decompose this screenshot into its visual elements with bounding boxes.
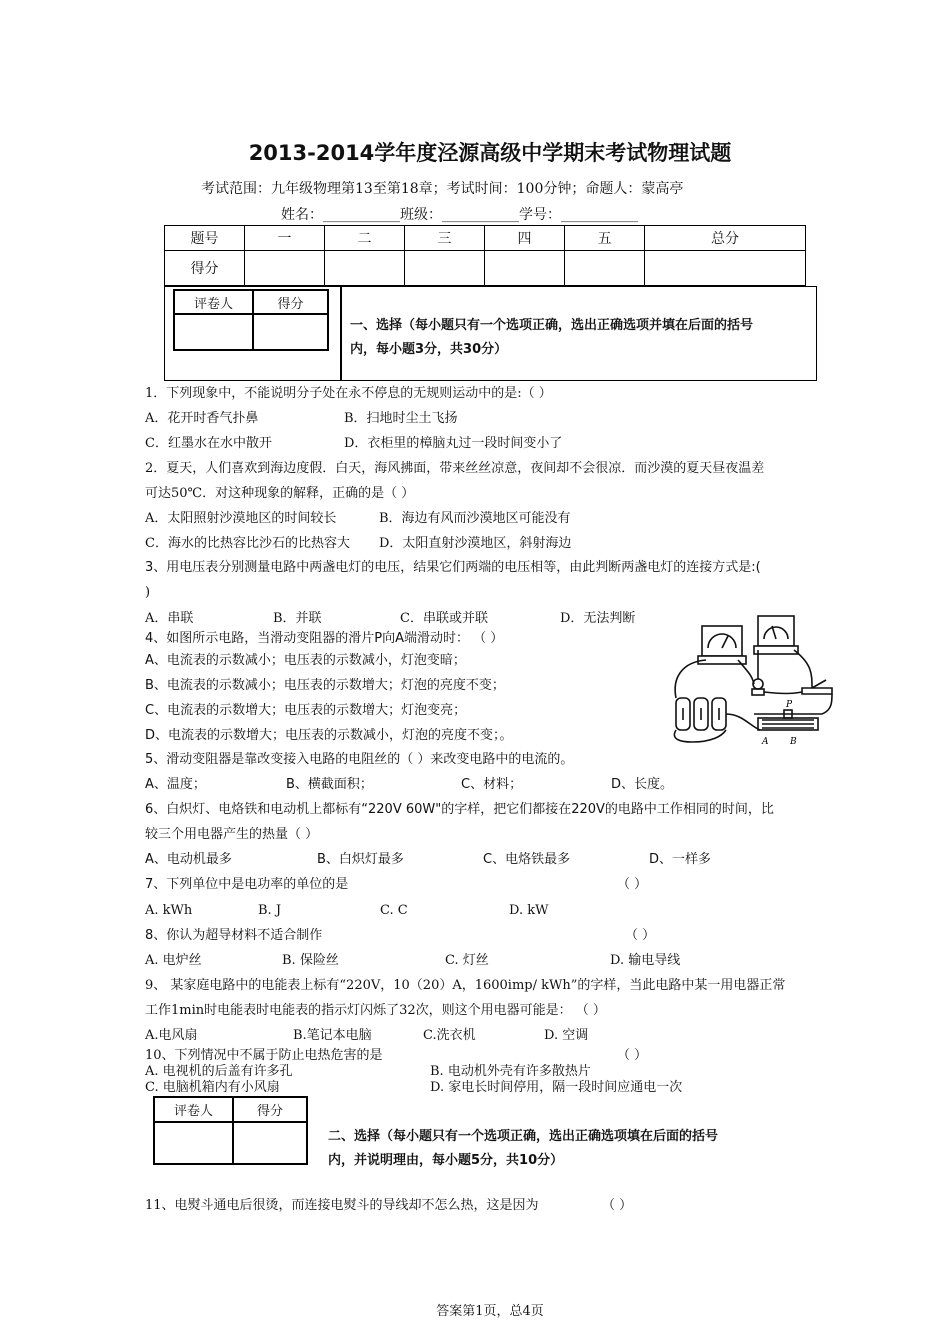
figure-label-p: P	[786, 700, 793, 710]
score-cell[interactable]	[405, 251, 485, 286]
score-table	[164, 225, 806, 286]
score-cell[interactable]	[485, 251, 565, 286]
question-6-line2: 较三个用电器产生的热量（ ）	[145, 827, 319, 842]
q6-option-b: B、白炽灯最多	[317, 852, 404, 867]
question-2-line2: 可达50℃．对这种现象的解释，正确的是（ ）	[145, 486, 415, 501]
q9-option-d: D. 空调	[544, 1028, 589, 1043]
score-header-cell: 四	[485, 226, 565, 251]
score-header-cell: 五	[565, 226, 645, 251]
section1-divider	[340, 286, 342, 381]
q7-option-a: A. kWh	[145, 903, 193, 918]
score-cell[interactable]	[645, 251, 806, 286]
q9-option-c: C.洗衣机	[423, 1028, 476, 1043]
section1-title-line1: 一、选择（每小题只有一个选项正确，选出正确选项并填在后面的括号	[350, 318, 754, 333]
question-1: 1．下列现象中，不能说明分子处在永不停息的无规则运动中的是:（ ）	[145, 386, 552, 401]
q3-option-d: D．无法判断	[560, 611, 636, 626]
grader-reviewer-label: 评卷人	[174, 290, 253, 314]
q4-option-a: A、电流表的示数减小；电压表的示数减小，灯泡变暗；	[145, 653, 466, 668]
q5-option-b: B、横截面积；	[286, 777, 373, 792]
grader-score-cell[interactable]	[253, 314, 328, 350]
q5-option-a: A、温度；	[145, 777, 206, 792]
question-7-paren: （ ）	[617, 877, 648, 892]
q9-option-a: A.电风扇	[145, 1028, 198, 1043]
question-10: 10、下列情况中不属于防止电热危害的是	[145, 1048, 383, 1063]
question-3-line2: )	[145, 585, 151, 600]
q1-option-c: C．红墨水在水中散开	[145, 436, 272, 451]
q8-option-c: C. 灯丝	[445, 953, 489, 968]
q8-option-b: B. 保险丝	[282, 953, 339, 968]
grader-score-label: 得分	[233, 1097, 307, 1122]
question-11: 11、电熨斗通电后很烫，而连接电熨斗的导线却不怎么热，这是因为	[145, 1198, 539, 1213]
question-11-paren: （ ）	[602, 1198, 633, 1213]
q6-option-d: D、一样多	[649, 852, 712, 867]
score-row-label: 得分	[165, 251, 245, 286]
section2-title-line1: 二、选择（每小题只有一个选项正确，选出正确选项填在后面的括号	[328, 1129, 719, 1144]
page-title: 2013-2014学年度泾源高级中学期末考试物理试题	[248, 141, 732, 165]
student-info: 姓名：___________班级：___________学号：___________	[281, 207, 638, 223]
grader-table-2	[153, 1096, 308, 1165]
grader-reviewer-cell[interactable]	[174, 314, 253, 350]
q7-option-d: D. kW	[509, 903, 549, 918]
q9-option-b: B.笔记本电脑	[293, 1028, 372, 1043]
score-cell[interactable]	[325, 251, 405, 286]
q7-option-c: C. C	[380, 903, 408, 918]
q4-option-d: D、电流表的示数增大；电压表的示数减小，灯泡的亮度不变；。	[145, 728, 513, 743]
score-header-cell: 三	[405, 226, 485, 251]
grader-reviewer-cell[interactable]	[154, 1122, 233, 1164]
q10-option-a: A. 电视机的后盖有许多孔	[145, 1064, 293, 1079]
q2-option-a: A．太阳照射沙漠地区的时间较长	[145, 511, 337, 526]
exam-info: 考试范围：九年级物理第13至第18章；考试时间：100分钟；命题人：蒙高亭	[201, 181, 684, 197]
q6-option-a: A、电动机最多	[145, 852, 232, 867]
section1-title-line2: 内，每小题3分，共30分）	[350, 342, 508, 357]
question-5: 5、滑动变阻器是靠改变接入电路的电阻丝的（ ）来改变电路中的电流的。	[145, 752, 574, 767]
q8-option-a: A. 电炉丝	[145, 953, 202, 968]
q1-option-a: A．花开时香气扑鼻	[145, 411, 259, 426]
question-6-line1: 6、白炽灯、电烙铁和电动机上都标有“220V 60W"的字样，把它们都接在220V的电路中工作相同的时间，比	[145, 802, 774, 817]
figure-label-b: B	[790, 737, 797, 747]
circuit-figure	[662, 614, 842, 748]
score-header-cell: 一	[245, 226, 325, 251]
question-4: 4、如图所示电路，当滑动变阻器的滑片P向A端滑动时： （ ）	[145, 631, 504, 646]
q10-option-b: B. 电动机外壳有许多散热片	[430, 1064, 591, 1079]
question-8: 8、你认为超导材料不适合制作	[145, 928, 323, 943]
score-cell[interactable]	[245, 251, 325, 286]
section2-title-line2: 内，并说明理由，每小题5分，共10分）	[328, 1153, 564, 1168]
grader-table-1	[173, 289, 329, 351]
question-9-line1: 9、 某家庭电路中的电能表上标有“220V，10（20）A，1600imp/ kWh”的字样，当此电路中某一用电器正常	[145, 978, 786, 993]
q5-option-d: D、长度。	[611, 777, 674, 792]
score-cell[interactable]	[565, 251, 645, 286]
q10-option-d: D. 家电长时间停用，隔一段时间应通电一次	[430, 1080, 683, 1095]
q4-option-c: C、电流表的示数增大；电压表的示数增大；灯泡变亮；	[145, 703, 467, 718]
question-7: 7、下列单位中是电功率的单位的是	[145, 877, 349, 892]
score-header-cell: 总分	[645, 226, 806, 251]
q1-option-b: B．扫地时尘土飞扬	[344, 411, 458, 426]
q5-option-c: C、材料；	[461, 777, 523, 792]
q6-option-c: C、电烙铁最多	[483, 852, 571, 867]
question-10-paren: （ ）	[617, 1048, 648, 1063]
question-8-paren: （ ）	[625, 928, 656, 943]
score-header-cell: 题号	[165, 226, 245, 251]
question-9-line2: 工作1min时电能表时电能表的指示灯闪烁了32次，则这个用电器可能是： （ ）	[145, 1003, 606, 1018]
q1-option-d: D．衣柜里的樟脑丸过一段时间变小了	[344, 436, 563, 451]
q2-option-b: B．海边有风而沙漠地区可能没有	[379, 511, 571, 526]
grader-reviewer-label: 评卷人	[154, 1097, 233, 1122]
figure-label-a: A	[762, 737, 769, 747]
q10-option-c: C. 电脑机箱内有小风扇	[145, 1080, 280, 1095]
q3-option-a: A．串联	[145, 611, 194, 626]
grader-score-label: 得分	[253, 290, 328, 314]
q4-option-b: B、电流表的示数减小；电压表的示数增大；灯泡的亮度不变；	[145, 678, 505, 693]
q7-option-b: B. J	[258, 903, 282, 918]
q3-option-b: B．并联	[273, 611, 322, 626]
score-header-cell: 二	[325, 226, 405, 251]
question-3-line1: 3、用电压表分别测量电路中两盏电灯的电压，结果它们两端的电压相等，由此判断两盏电灯的连接方式是:(	[145, 560, 761, 575]
grader-score-cell[interactable]	[233, 1122, 307, 1164]
q3-option-c: C．串联或并联	[400, 611, 488, 626]
q2-option-c: C．海水的比热容比沙石的比热容大	[145, 536, 350, 551]
page-footer: 答案第1页，总4页	[436, 1304, 544, 1319]
question-2-line1: 2．夏天，人们喜欢到海边度假．白天，海风拂面，带来丝丝凉意，夜间却不会很凉．而沙漠的夏天昼夜温差	[145, 461, 765, 476]
q2-option-d: D．太阳直射沙漠地区，斜射海边	[379, 536, 572, 551]
q8-option-d: D. 输电导线	[610, 953, 681, 968]
